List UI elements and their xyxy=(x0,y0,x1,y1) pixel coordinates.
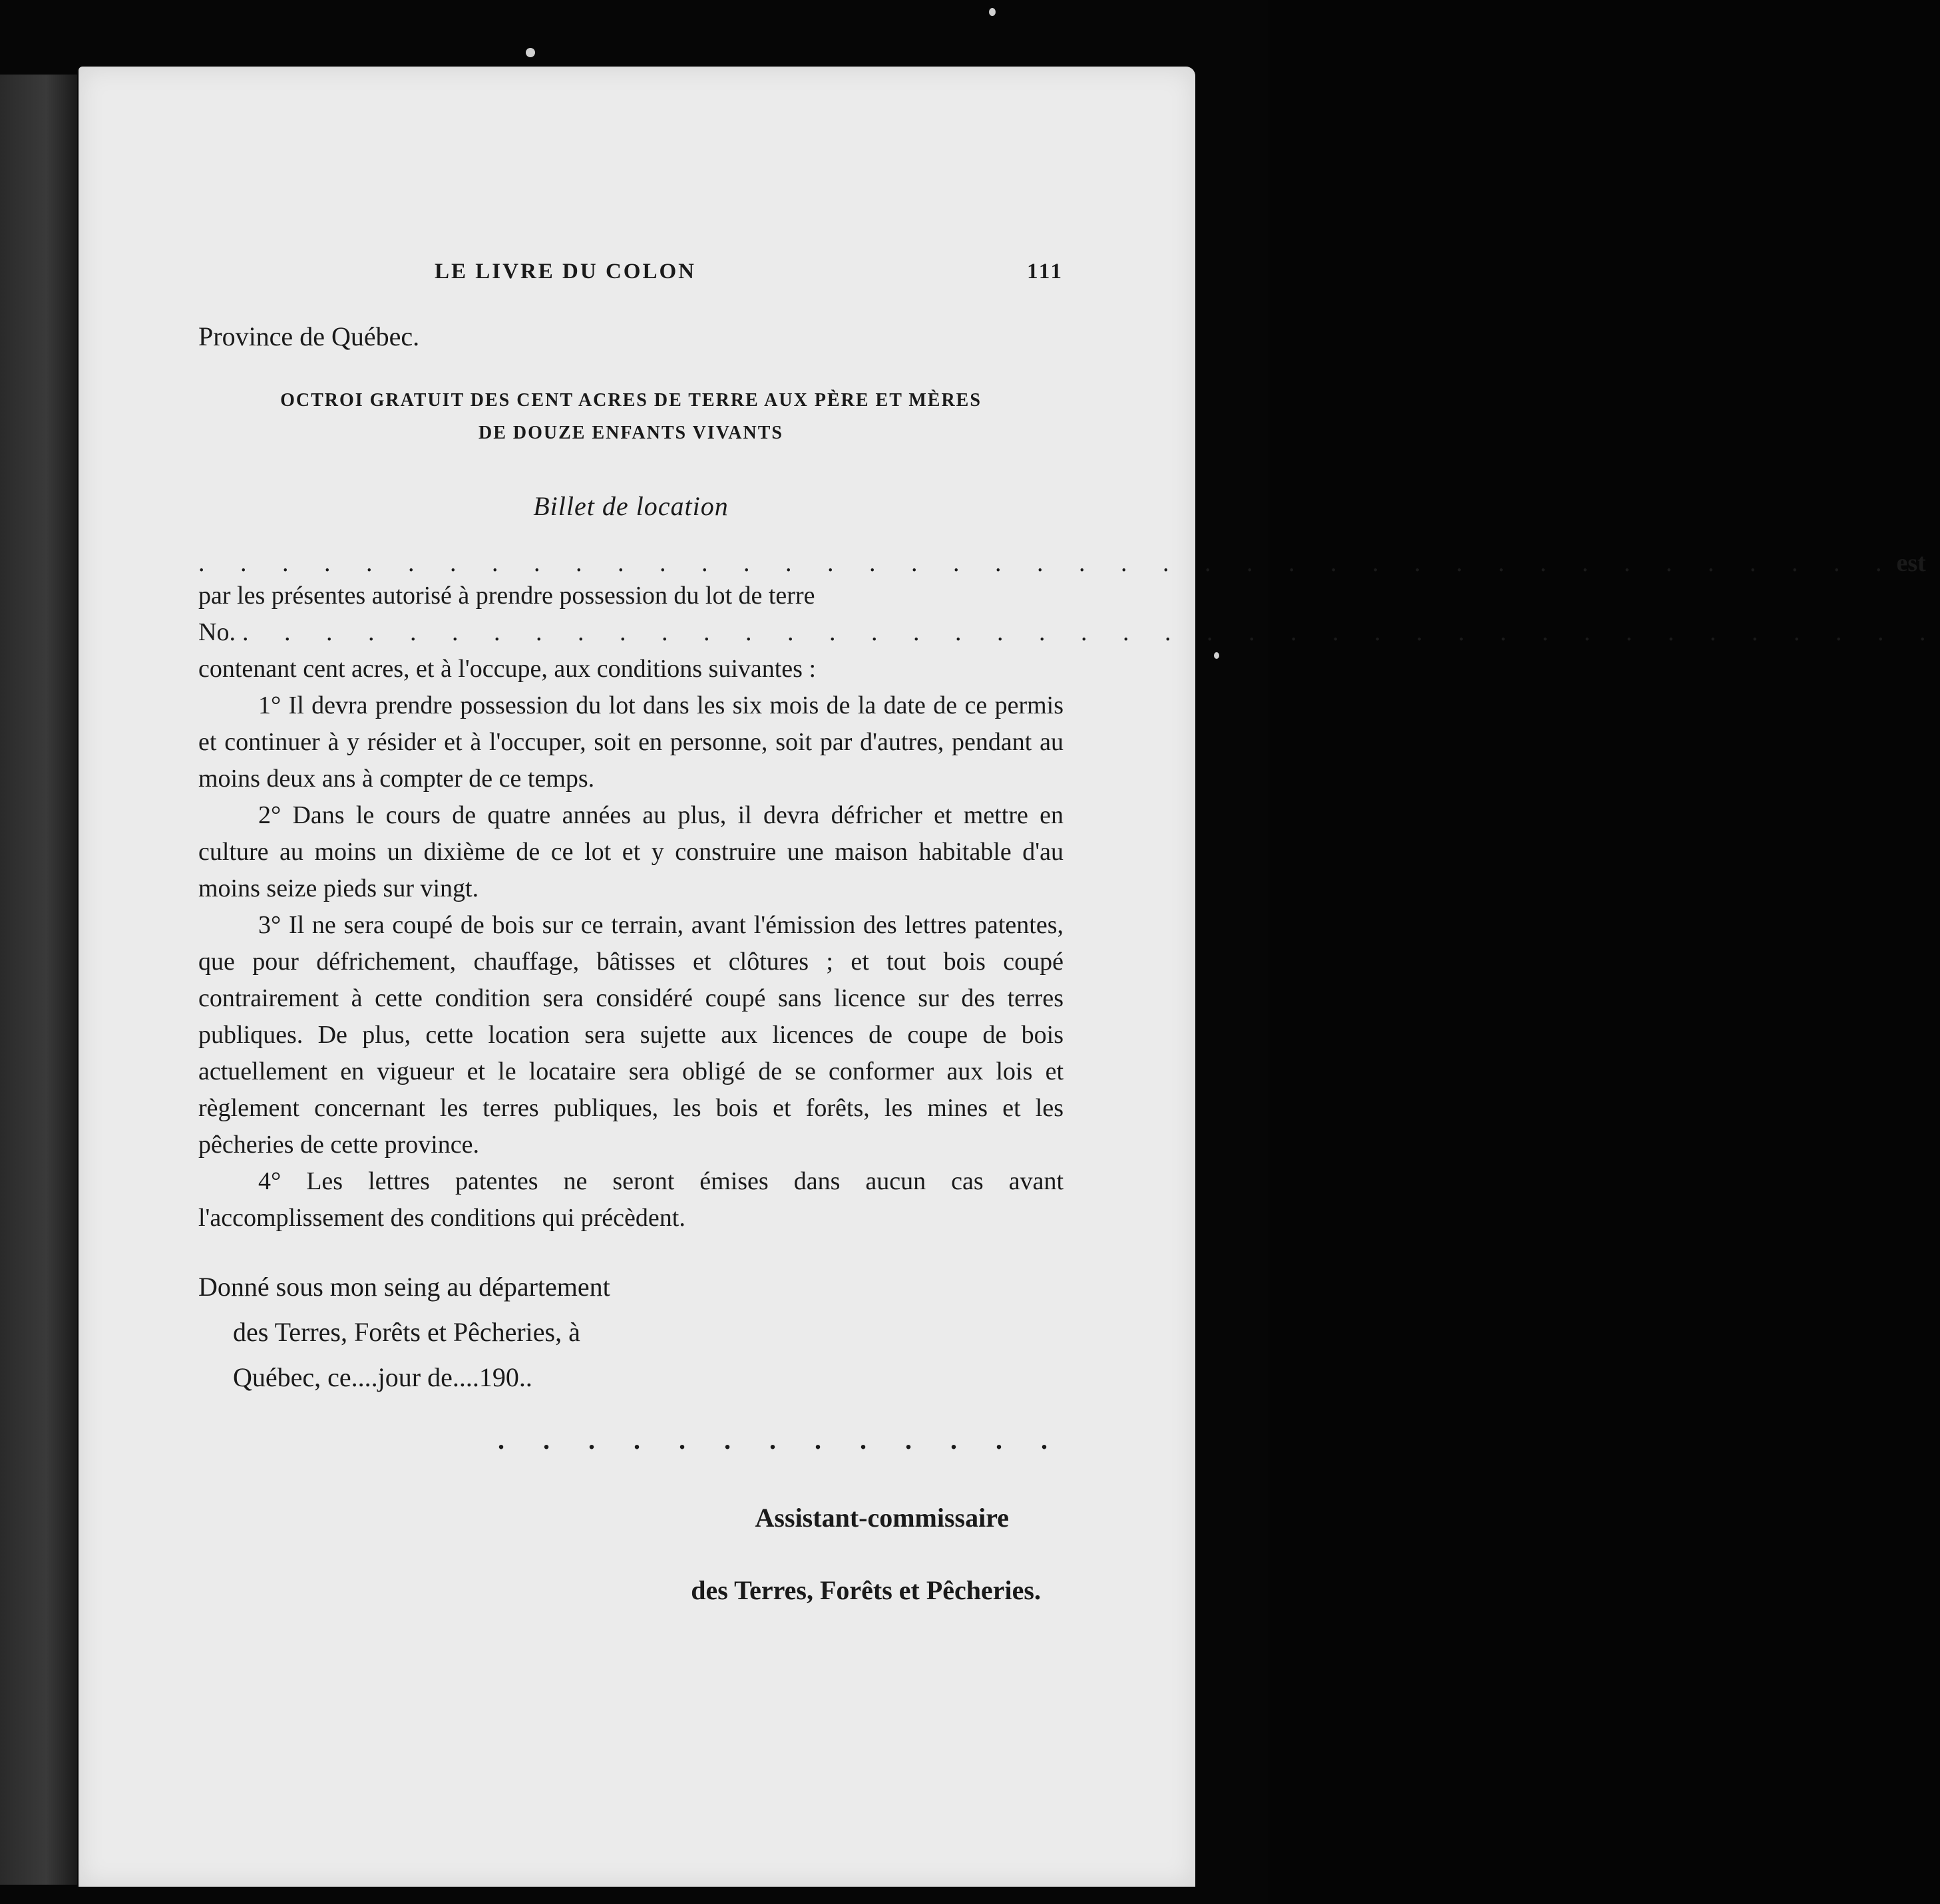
octroi-heading-line-2: DE DOUZE ENFANTS VIVANTS xyxy=(479,423,783,443)
running-head-title: LE LIVRE DU COLON xyxy=(435,260,696,284)
province-heading: Province de Québec. xyxy=(198,321,420,351)
dust-speck xyxy=(1214,652,1219,659)
assistant-commissioner-title: Assistant-commissaire xyxy=(755,1503,1009,1533)
paragraph-condition-3: 3° Il ne sera coupé de bois sur ce terrain, avant l'émission des lettres patentes, que pour défrichement, chauffage, bâtisses et clôtures ; et tout bois coupé contrairement à cette condition sera considéré coupé sans licence sur des terres publiques. De plus, cette location sera sujette aux licences de coupe de bois actuellement en vigueur et le locataire sera obligé de se conformer aux lois et règlement concernant les terres publiques, les bois et forêts, les mines et les pêcheries de cette province. xyxy=(198,911,1064,1159)
dust-speck xyxy=(989,8,996,16)
lot-number-label: No. xyxy=(198,618,236,646)
dust-speck xyxy=(526,48,535,57)
page-content xyxy=(198,260,1940,1606)
paragraph-condition-4: 4° Les lettres patentes ne seront émises dans aucun cas avant l'accomplissement des conditions qui précèdent. xyxy=(198,1167,1064,1232)
page-number: 111 xyxy=(1027,260,1064,284)
dotted-leader: . . . . . . . . . . . . . . . . . . . . . . . . . . . . . . . . . . . . . . . . . xyxy=(198,549,1897,577)
paragraph-contenant: contenant cent acres, et à l'occupe, aux conditions suivantes : xyxy=(198,655,817,683)
paragraph-intro: par les présentes autorisé à prendre possession du lot de terre xyxy=(198,582,815,610)
signature-dotted-line: . . . . . . . . . . . . . xyxy=(498,1425,1064,1455)
name-blank-line xyxy=(198,548,1926,578)
billet-title: Billet de location xyxy=(533,491,729,521)
signature-block xyxy=(198,1264,1064,1400)
dotted-leader: . . . . . . . . . . . . . . . . . . . . . . . . . . . . . . . . . . . . . . . . . xyxy=(242,618,1940,646)
signature-line-2: des Terres, Forêts et Pêcheries, à xyxy=(233,1317,580,1347)
octroi-heading-line-1: OCTROI GRATUIT DES CENT ACRES DE TERRE AUX PÈRE ET MÈRES xyxy=(280,390,982,411)
signature-line-1: Donné sous mon seing au département xyxy=(198,1272,610,1302)
signature-line-3: Québec, ce....jour de....190.. xyxy=(233,1362,532,1392)
book-page xyxy=(79,67,1940,1887)
running-head xyxy=(198,260,1064,293)
paragraph-condition-1: 1° Il devra prendre possession du lot dans les six mois de la date de ce permis et continuer à y résider et à l'occuper, soit en personne, soit par d'autres, pendant au moins deux ans à compter de ce temps. xyxy=(198,691,1064,793)
octroi-heading xyxy=(198,384,1064,449)
previous-page-edge xyxy=(0,75,77,1885)
lot-number-line xyxy=(198,614,1940,651)
assistant-commissioner-department: des Terres, Forêts et Pêcheries. xyxy=(691,1575,1041,1605)
paragraph-condition-2: 2° Dans le cours de quatre années au plus, il devra défricher et mettre en culture au moins un dixième de ce lot et y construire une maison habitable d'au moins seize pieds sur vingt. xyxy=(198,801,1064,902)
name-blank-tail: est xyxy=(1896,549,1926,577)
